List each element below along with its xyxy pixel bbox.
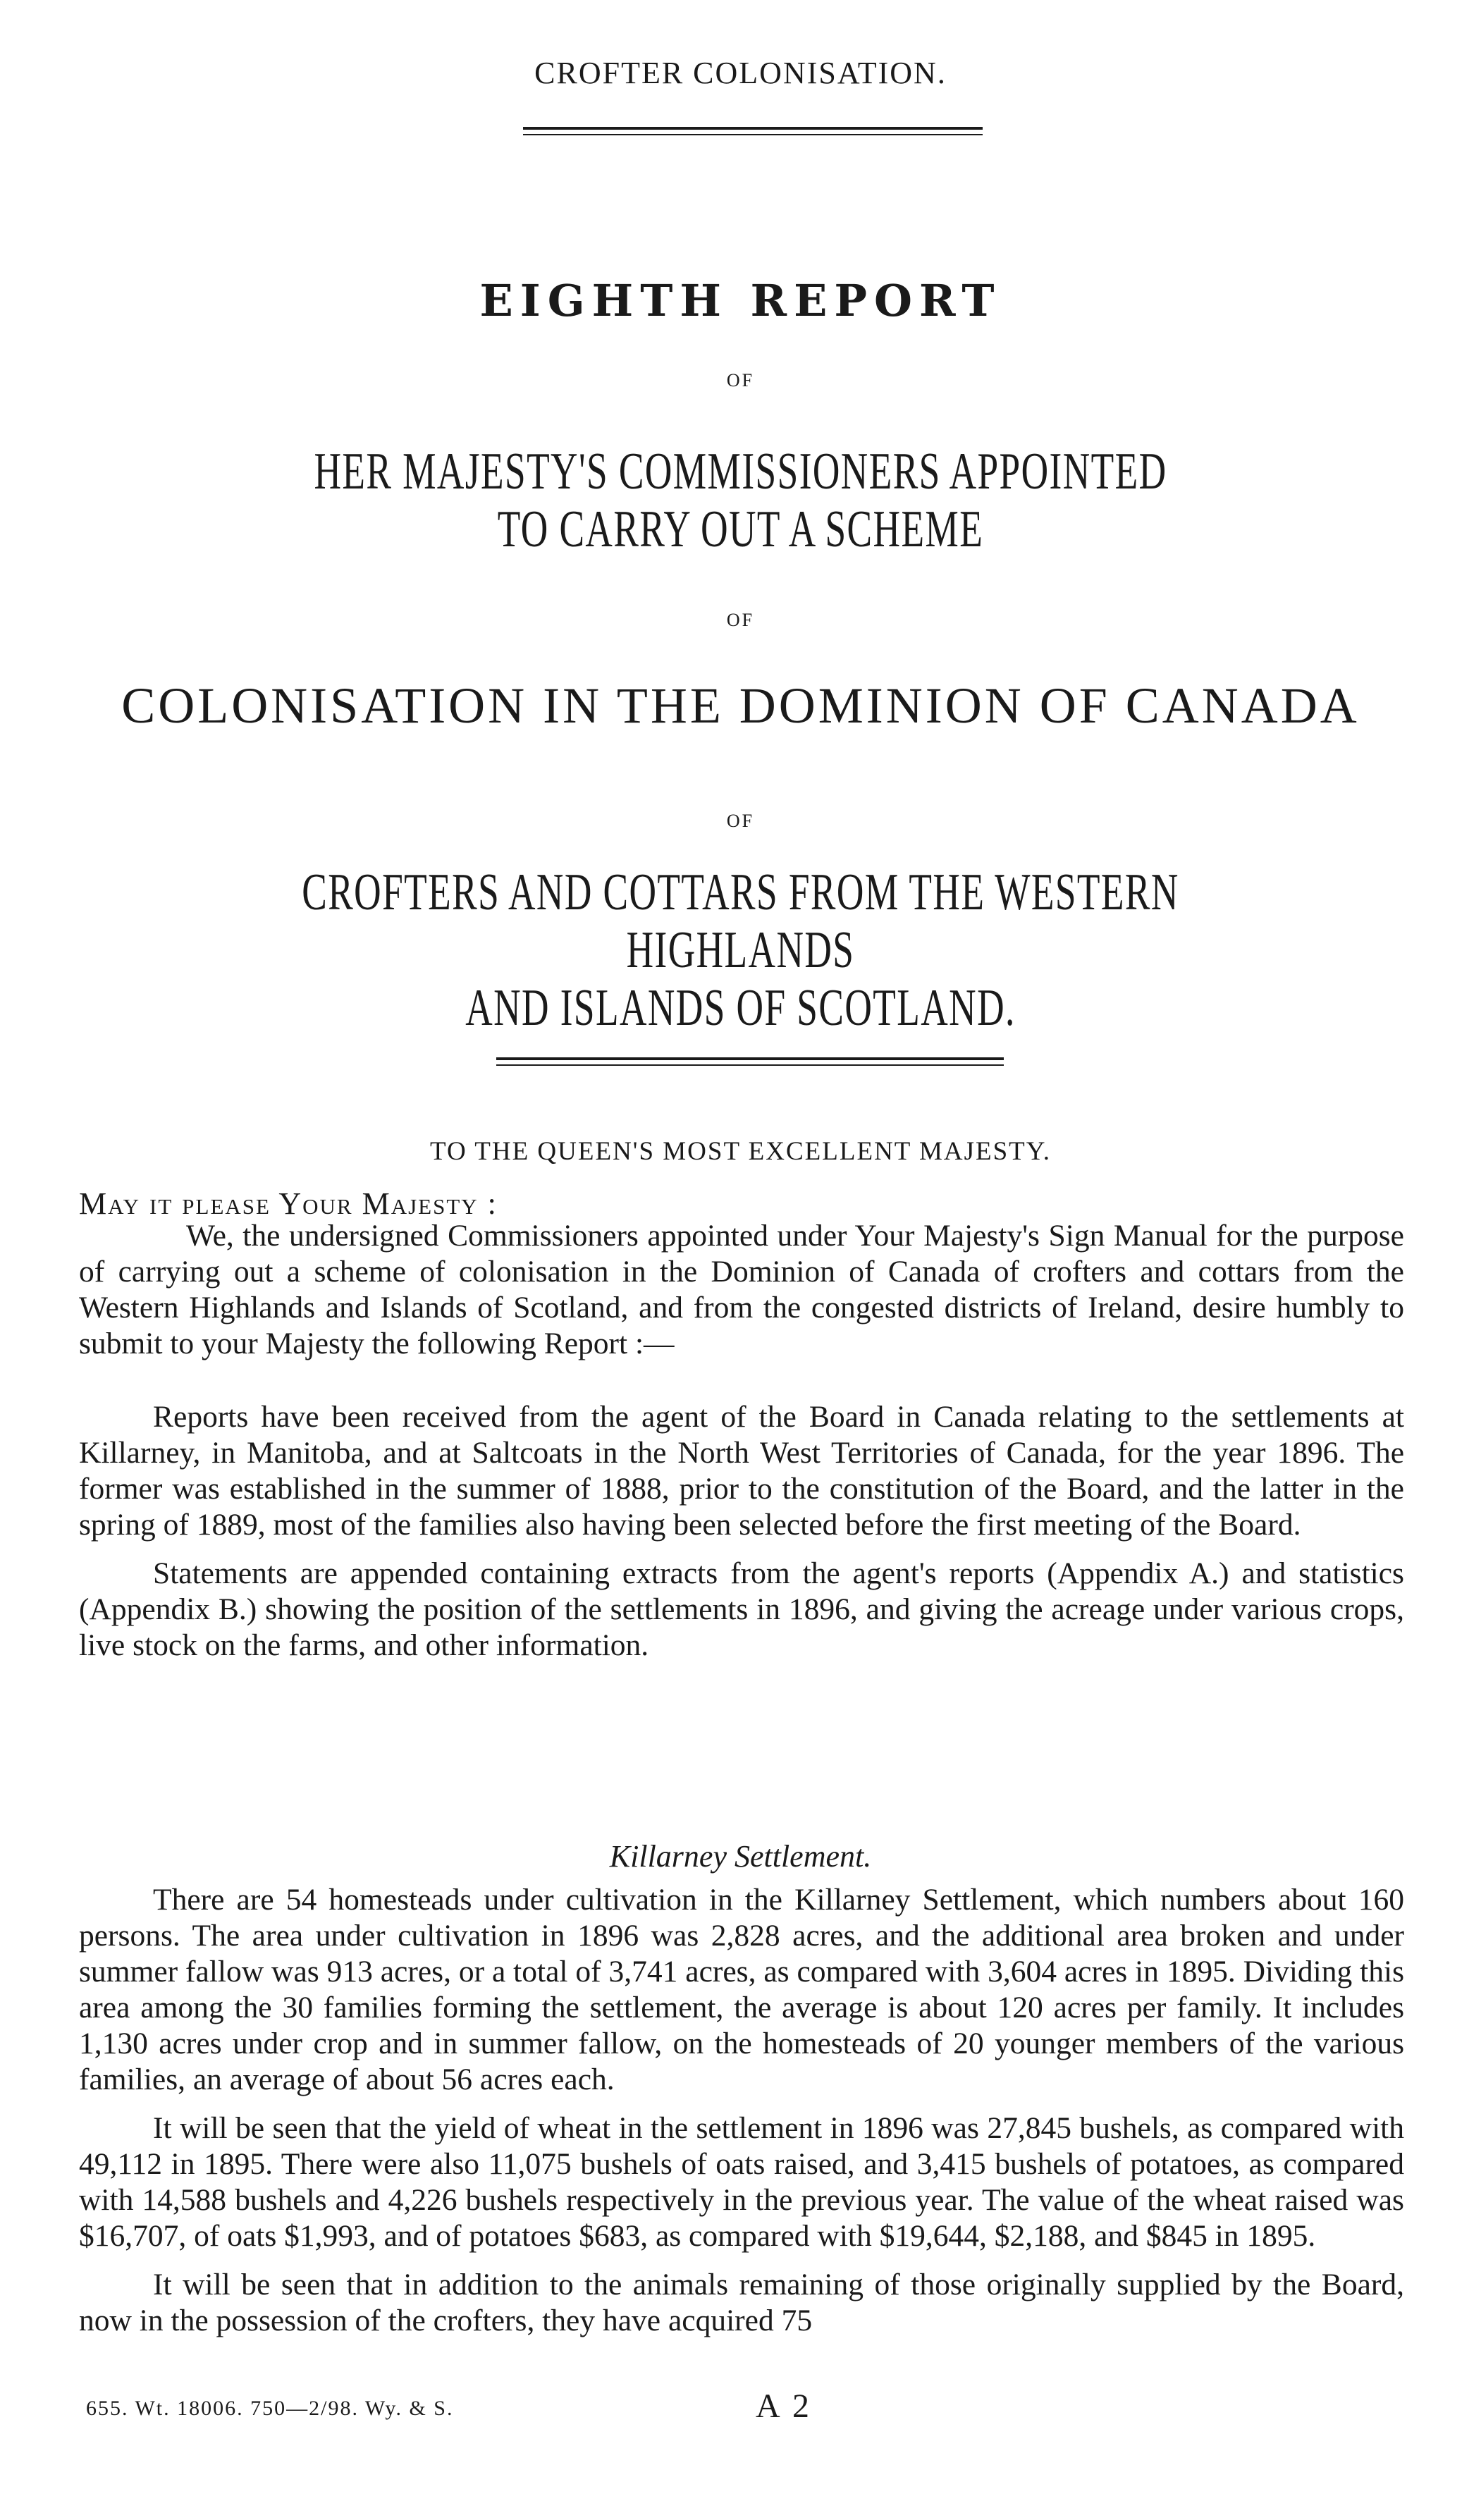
paragraph-reports: Reports have been received from the agent of the Board in Canada relating to the settlements at Killarney, in Manitoba, and at Saltcoats in the North West Territories of Canada, for the year 1896. The former was established in the summer of 1888, prior to the constitution of the Board, and the latter in the spring of 1889, most of the families also having been selected before the first meeting of the Board. bbox=[79, 1400, 1404, 1542]
printer-imprint: 655. Wt. 18006. 750—2/98. Wy. & S. bbox=[86, 2397, 454, 2420]
paragraph-commissioners: We, the undersigned Commissioners appointed under Your Majesty's Sign Manual for the purpose of carrying out a scheme of colonisation in the Dominion of Canada of crofters and cottars from the Western Highlands and Islands of Scotland, and from the congested districts of Ireland, desire humbly to submit to your Majesty the following Report :— bbox=[79, 1219, 1404, 1360]
salutation: May it please Your Majesty : bbox=[79, 1186, 498, 1221]
paragraph-statements: Statements are appended containing extracts from the agent's reports (Appendix A.) and statistics (Appendix B.) showing the position of the settlements in 1896, and giving the acreage under various crops, live stock on the farms, and other information. bbox=[79, 1556, 1404, 1662]
body-intro bbox=[79, 1218, 1404, 1375]
report-title: EIGHTH REPORT bbox=[479, 275, 1002, 326]
paragraph-animals: It will be seen that in addition to the animals remaining of those originally supplied by the Board, now in the possession of the crofters, they have acquired 75 bbox=[79, 2268, 1404, 2337]
killarney-subhead: Killarney Settlement. bbox=[609, 1839, 872, 1874]
title-commissioners-line-1: HER MAJESTY'S COMMISSIONERS APPOINTED bbox=[314, 443, 1167, 500]
title-crofters-line-1: CROFTERS AND COTTARS FROM THE WESTERN HIGHLANDS bbox=[302, 863, 1179, 979]
title-of-3: OF bbox=[726, 811, 755, 831]
title-of-1: OF bbox=[726, 370, 755, 391]
body-reports bbox=[79, 1399, 1404, 1676]
header-rule bbox=[523, 127, 983, 135]
title-of-2: OF bbox=[726, 610, 755, 630]
title-colonisation-line: COLONISATION IN THE DOMINION OF CANADA bbox=[121, 677, 1360, 734]
address-line: TO THE QUEEN'S MOST EXCELLENT MAJESTY. bbox=[430, 1137, 1051, 1166]
page-signature: A 2 bbox=[756, 2387, 813, 2425]
paragraph-homesteads: There are 54 homesteads under cultivation in the Killarney Settlement, which numbers about 160 persons. The area under cultivation in 1896 was 2,828 acres, and the additional area broken and under summer fallow was 913 acres, or a total of 3,741 acres, as compared with 3,604 acres in 1895. Dividing this area among the 30 families forming the settlement, the average is about 120 acres per family. It includes 1,130 acres under crop and in summer fallow, on the homesteads of 20 younger members of the various families, an average of about 56 acres each. bbox=[79, 1883, 1404, 2096]
title-crofters-block bbox=[207, 863, 1274, 1037]
body-killarney bbox=[79, 1882, 1404, 2352]
title-commissioners-line-2: TO CARRY OUT A SCHEME bbox=[497, 500, 984, 558]
paragraph-yield: It will be seen that the yield of wheat in the settlement in 1896 was 27,845 bushels, as compared with 49,112 in 1895. There were also 11,075 bushels of oats raised, and 3,415 bushels of potatoes, as compared with 14,588 bushels and 4,226 bushels respectively in the previous year. The value of the wheat raised was $16,707, of oats $1,993, and of potatoes $683, as compared with $19,644, $2,188, and $845 in 1895. bbox=[79, 2111, 1404, 2253]
title-crofters-line-2: AND ISLANDS OF SCOTLAND. bbox=[465, 979, 1016, 1037]
running-head: CROFTER COLONISATION. bbox=[534, 56, 947, 90]
section-rule bbox=[496, 1057, 1004, 1066]
title-commissioners-block bbox=[207, 443, 1274, 558]
